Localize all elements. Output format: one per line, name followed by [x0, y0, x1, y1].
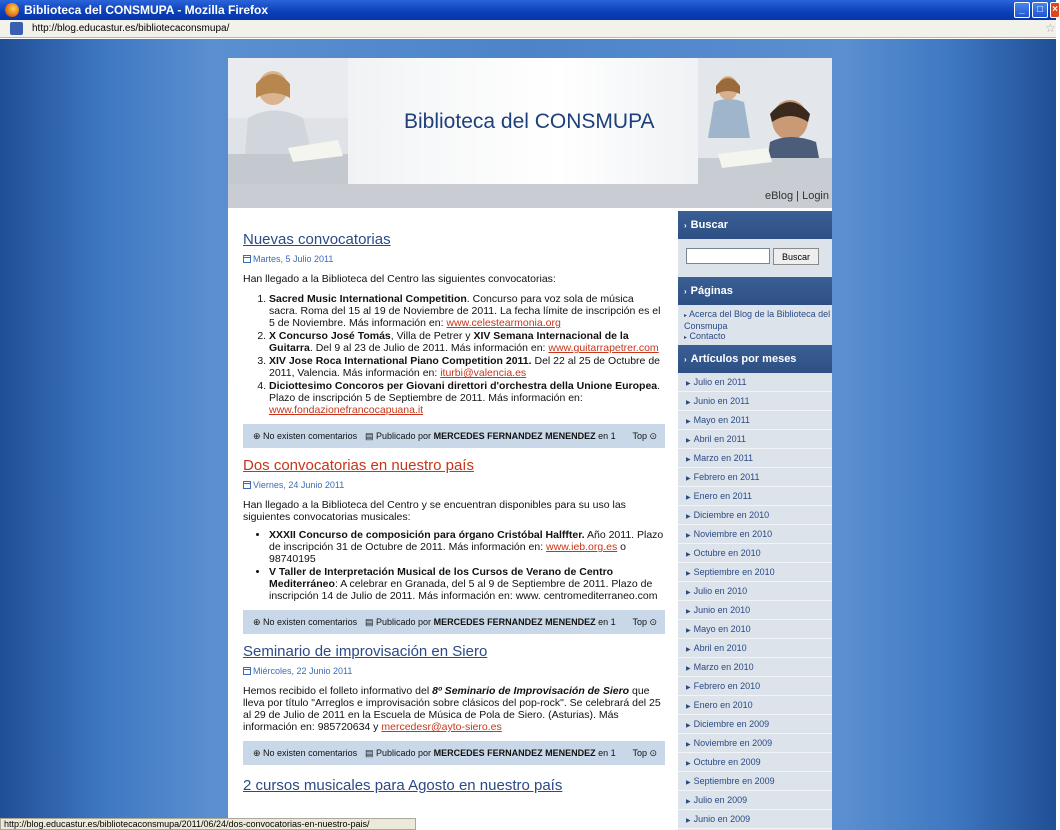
- published-info: ▤ Publicado por MERCEDES FERNANDEZ MENENDEZ en 1: [365, 617, 616, 627]
- arrow-right-icon: ▶: [686, 742, 691, 748]
- pages-list: [678, 305, 832, 345]
- comments-link[interactable]: ⊕ No existen comentarios: [253, 431, 358, 441]
- archive-month-link[interactable]: ▶ Noviembre en 2010: [678, 525, 832, 544]
- arrow-right-icon: ▶: [686, 799, 691, 805]
- external-link[interactable]: www.celestearmonia.org: [446, 317, 561, 329]
- arrow-right-icon: ▶: [686, 609, 691, 615]
- post-date: [243, 254, 665, 264]
- archive-month-link[interactable]: ▶ Abril en 2010: [678, 639, 832, 658]
- archive-month-link[interactable]: ▶ Mayo en 2011: [678, 411, 832, 430]
- address-bar[interactable]: [0, 20, 1056, 38]
- archive-month-link[interactable]: ▶ Julio en 2010: [678, 582, 832, 601]
- firefox-icon: [5, 3, 19, 17]
- external-link[interactable]: www.guitarrapetrer.com: [548, 342, 659, 354]
- url-text[interactable]: http://blog.educastur.es/bibliotecaconsmupa/: [32, 23, 230, 34]
- comments-link[interactable]: ⊕ No existen comentarios: [253, 748, 358, 758]
- archive-month-link[interactable]: ▶ Noviembre en 2009: [678, 734, 832, 753]
- arrow-right-icon: ▶: [686, 476, 691, 482]
- archive-month-link[interactable]: ▶ Enero en 2011: [678, 487, 832, 506]
- email-link[interactable]: mercedesr@ayto-siero.es: [381, 721, 502, 733]
- list-item: 1. Sacred Music International Competition. Concurso para voz sola de música sacra. Roma del 15 al 19 de Noviembre de 2011. La fecha límite de inscripción es el 5 de Noviembre. Más información en: www.celestearmonia.org: [269, 293, 665, 329]
- arrow-right-icon: ▶: [686, 495, 691, 501]
- archive-month-link[interactable]: ▶ Julio en 2009: [678, 791, 832, 810]
- maximize-button[interactable]: □: [1032, 2, 1048, 18]
- arrow-right-icon: ▶: [686, 400, 691, 406]
- post: [243, 643, 665, 765]
- nav-strip: [228, 184, 832, 208]
- post: [243, 457, 665, 634]
- archive-month-link[interactable]: ▶ Diciembre en 2010: [678, 506, 832, 525]
- arrow-right-icon: ▶: [686, 457, 691, 463]
- eblog-link[interactable]: eBlog: [764, 190, 794, 202]
- published-info: ▤ Publicado por MERCEDES FERNANDEZ MENENDEZ en 1: [365, 431, 616, 441]
- archive-month-link[interactable]: ▶ Marzo en 2011: [678, 449, 832, 468]
- calendar-icon: [243, 667, 251, 675]
- archive-month-link[interactable]: ▶ Diciembre en 2009: [678, 715, 832, 734]
- arrow-right-icon: ▶: [686, 571, 691, 577]
- post-date: Viernes, 24 Junio 2011: [243, 480, 665, 490]
- list-item: 3. XIV Jose Roca International Piano Competition 2011. Del 22 al 25 de Octubre de 2011, Valencia. Más información en: iturbi@valencia.es: [269, 355, 665, 379]
- arrow-right-icon: ▶: [686, 761, 691, 767]
- archive-month-link[interactable]: ▶ Febrero en 2010: [678, 677, 832, 696]
- blog-page: [228, 58, 832, 830]
- arrow-right-icon: ▶: [686, 590, 691, 596]
- header-links: [765, 190, 829, 202]
- arrow-right-icon: ▶: [686, 419, 691, 425]
- list-item: 4. Diciottesimo Concoros per Giovani direttori d'orchestra della Unione Europea. Plazo de inscripción 5 de Septiembre de 2011. Más información en: www.fondazionefrancocapuana.it: [269, 380, 665, 416]
- search-button[interactable]: Buscar: [773, 248, 819, 265]
- post-date: Miércoles, 22 Junio 2011: [243, 666, 665, 676]
- archive-heading: › Artículos por meses: [678, 345, 832, 373]
- arrow-right-icon: ▶: [686, 685, 691, 691]
- post-body: Hemos recibido el folleto informativo del 8º Seminario de Improvisación de Siero que lleva por título "Arreglos e improvisación sobre clásicos del pop-rock". Se celebrará del 25 al 29 de Julio de 2011 en la Escuela de Música de Pola de Siero. (Asturias). Más información en: 985720634 y mercedesr@ayto-siero.es: [243, 685, 661, 733]
- archive-month-link[interactable]: ▶ Marzo en 2010: [678, 658, 832, 677]
- post: [243, 231, 665, 448]
- arrow-right-icon: ▶: [686, 704, 691, 710]
- blog-header: [228, 58, 832, 184]
- list-item: • V Taller de Interpretación Musical de los Cursos de Verano de Centro Mediterráneo: A celebrar en Granada, del 5 al 9 de Septiembre de 2011. Plazo de inscripción 14 de Julio de 2011. Más información en: www. centromediterraneo.com: [269, 566, 665, 602]
- status-bar: http://blog.educastur.es/bibliotecaconsmupa/2011/06/24/dos-convocatorias-en-nuestro-pais/: [0, 818, 416, 830]
- convocatorias-list: [269, 529, 665, 602]
- close-button[interactable]: ×: [1050, 2, 1060, 18]
- list-item: 2. X Concurso José Tomás, Villa de Petrer y XIV Semana Internacional de la Guitarra. Del 9 al 23 de Julio de 2011. Más información en: www.guitarrapetrer.com: [269, 330, 665, 354]
- post: [243, 777, 665, 794]
- top-link[interactable]: Top ⊙: [632, 748, 657, 758]
- arrow-right-icon: ▶: [686, 628, 691, 634]
- calendar-icon: [243, 255, 251, 263]
- post-title-link[interactable]: Seminario de improvisación en Siero: [243, 643, 488, 660]
- post-footer: [243, 610, 665, 634]
- pages-heading: › Páginas: [678, 277, 832, 305]
- search-heading: › Buscar: [678, 211, 832, 239]
- search-input[interactable]: [686, 248, 770, 264]
- archive-month-link[interactable]: ▶ Julio en 2011: [678, 373, 832, 392]
- sidebar: [678, 211, 832, 830]
- archive-month-link[interactable]: ▶ Octubre en 2009: [678, 753, 832, 772]
- post-intro: Han llegado a la Biblioteca del Centro y se encuentran disponibles para su uso las siguientes convocatorias musicales:: [243, 499, 626, 523]
- post-body: [243, 499, 665, 602]
- archive-month-link[interactable]: ▶ Febrero en 2011: [678, 468, 832, 487]
- site-title[interactable]: Biblioteca del CONSMUPA: [404, 110, 655, 133]
- search-form: [678, 239, 832, 277]
- link-separator: |: [793, 190, 803, 202]
- top-link[interactable]: Top ⊙: [632, 617, 657, 627]
- posts-column: [243, 228, 665, 794]
- bookmark-star-icon[interactable]: ☆: [1045, 21, 1056, 35]
- archive-month-link[interactable]: ▶ Enero en 2010: [678, 696, 832, 715]
- window-titlebar: [0, 0, 1056, 20]
- login-link[interactable]: Login: [802, 190, 829, 202]
- minimize-button[interactable]: _: [1014, 2, 1030, 18]
- convocatorias-list: [269, 293, 665, 416]
- calendar-icon: [243, 481, 251, 489]
- chevron-right-icon: ›: [684, 221, 687, 230]
- archive-month-link[interactable]: ▶ Mayo en 2010: [678, 620, 832, 639]
- archive-month-link[interactable]: ▶ Octubre en 2010: [678, 544, 832, 563]
- comments-link[interactable]: ⊕ No existen comentarios: [253, 617, 358, 627]
- arrow-right-icon: ▶: [686, 723, 691, 729]
- post-title-link[interactable]: 2 cursos musicales para Agosto en nuestro país: [243, 777, 563, 794]
- arrow-right-icon: ▶: [686, 780, 691, 786]
- archive-month-link[interactable]: ▶ Junio en 2011: [678, 392, 832, 411]
- post-intro: Han llegado a la Biblioteca del Centro las siguientes convocatorias:: [243, 273, 556, 285]
- arrow-right-icon: ▶: [686, 381, 691, 387]
- archive-month-link[interactable]: ▶ Junio en 2009: [678, 810, 832, 829]
- post-body: [243, 273, 665, 416]
- student-photo-left: [228, 58, 348, 184]
- post-footer: [243, 424, 665, 448]
- arrow-right-icon: ▶: [686, 666, 691, 672]
- external-link[interactable]: www.fondazionefrancocapuana.it: [269, 404, 424, 416]
- arrow-right-icon: ▶: [686, 533, 691, 539]
- email-link[interactable]: iturbi@valencia.es: [440, 367, 527, 379]
- archive-month-link[interactable]: ▶ Abril en 2011: [678, 430, 832, 449]
- top-link[interactable]: Top ⊙: [632, 431, 657, 441]
- external-link[interactable]: www.ieb.org.es: [546, 541, 618, 553]
- chevron-right-icon: ›: [684, 355, 687, 364]
- arrow-right-icon: ▶: [686, 438, 691, 444]
- arrow-right-icon: ▶: [686, 552, 691, 558]
- post-footer: [243, 741, 665, 765]
- published-info: ▤ Publicado por MERCEDES FERNANDEZ MENENDEZ en 1: [365, 748, 616, 758]
- post-title-link[interactable]: Nuevas convocatorias: [243, 231, 391, 248]
- window-title: Biblioteca del CONSMUPA - Mozilla Firefox: [24, 3, 269, 17]
- arrow-right-icon: ▶: [686, 647, 691, 653]
- site-favicon-icon: [10, 22, 23, 35]
- arrow-right-icon: ▶: [686, 818, 691, 824]
- chevron-right-icon: ›: [684, 287, 687, 296]
- list-item: • XXXII Concurso de composición para órgano Cristóbal Halffter. Año 2011. Plazo de inscripción 31 de Octubre de 2011. Más información en: www.ieb.org.es o 98740195: [269, 529, 665, 565]
- post-title-link[interactable]: Dos convocatorias en nuestro país: [243, 457, 474, 474]
- arrow-right-icon: ▶: [686, 514, 691, 520]
- post-date-text: Martes, 5 Julio 2011: [253, 254, 334, 264]
- archive-month-link[interactable]: ▶ Junio en 2010: [678, 601, 832, 620]
- archive-list: [678, 373, 832, 829]
- page-link[interactable]: ▸ Contacto: [684, 331, 726, 341]
- student-photo-right: [698, 58, 832, 184]
- page-link[interactable]: ▸ Acerca del Blog de la Biblioteca del Consmupa: [684, 309, 831, 331]
- archive-month-link[interactable]: ▶ Septiembre en 2010: [678, 563, 832, 582]
- archive-month-link[interactable]: ▶ Septiembre en 2009: [678, 772, 832, 791]
